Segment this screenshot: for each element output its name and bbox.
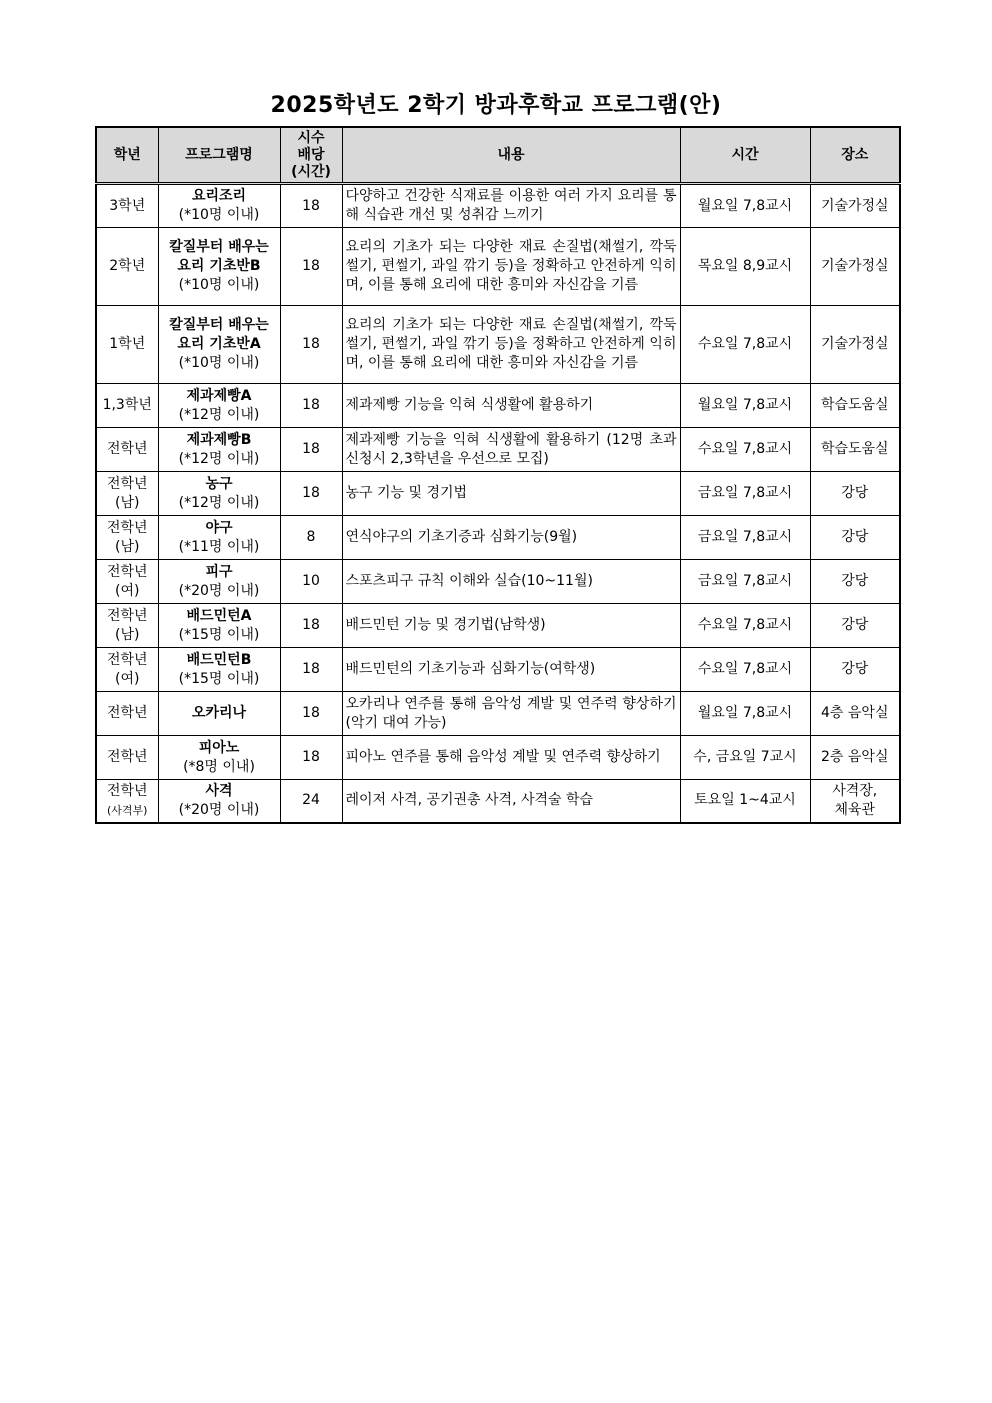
place-label: 2층 음악실	[821, 749, 889, 765]
program-name: 배드민턴B	[186, 651, 252, 668]
cell-hours: 18	[280, 306, 342, 384]
program-limit: (*20명 이내)	[178, 801, 260, 818]
header-place: 장소	[810, 127, 900, 184]
cell-time: 월요일 7,8교시	[680, 184, 810, 228]
header-program: 프로그램명	[158, 127, 280, 184]
cell-content: 연식야구의 기초기증과 심화기능(9월)	[342, 516, 680, 560]
program-limit: (*12명 이내)	[178, 494, 260, 511]
cell-time: 수요일 7,8교시	[680, 428, 810, 472]
program-limit: (*15명 이내)	[178, 670, 260, 687]
cell-content: 농구 기능 및 경기법	[342, 472, 680, 516]
cell-hours: 18	[280, 184, 342, 228]
grade-sub-label: (사격부)	[107, 803, 148, 817]
cell-place	[810, 306, 900, 384]
cell-grade	[96, 384, 158, 428]
cell-grade	[96, 472, 158, 516]
cell-content: 배드민턴 기능 및 경기법(남학생)	[342, 604, 680, 648]
place-label: 강당	[841, 529, 869, 545]
grade-sub-label: (여)	[115, 670, 140, 687]
place-label-2: 체육관	[834, 801, 876, 818]
program-name: 야구	[205, 519, 233, 536]
cell-place	[810, 428, 900, 472]
cell-place	[810, 648, 900, 692]
cell-place	[810, 228, 900, 306]
program-limit: (*15명 이내)	[178, 626, 260, 643]
cell-program	[158, 428, 280, 472]
grade-label: 3학년	[109, 197, 146, 214]
cell-place	[810, 560, 900, 604]
grade-label: 1,3학년	[102, 397, 152, 413]
place-label: 강당	[841, 485, 869, 501]
cell-time: 수요일 7,8교시	[680, 306, 810, 384]
table-row	[96, 228, 900, 306]
grade-label: 전학년	[106, 563, 148, 580]
cell-content: 레이저 사격, 공기권총 사격, 사격술 학습	[342, 780, 680, 823]
cell-grade	[96, 648, 158, 692]
cell-hours: 18	[280, 692, 342, 736]
header-hours	[280, 127, 342, 184]
cell-time: 수요일 7,8교시	[680, 604, 810, 648]
cell-place	[810, 692, 900, 736]
cell-grade	[96, 306, 158, 384]
table-row	[96, 648, 900, 692]
table-row	[96, 184, 900, 228]
place-label: 기술가정실	[820, 197, 889, 214]
header-hours-line2: 배당	[297, 146, 325, 163]
cell-place	[810, 472, 900, 516]
document-title: 2025학년도 2학기 방과후학교 프로그램(안)	[270, 93, 722, 118]
cell-hours: 18	[280, 472, 342, 516]
table-row	[96, 516, 900, 560]
grade-label: 전학년	[106, 475, 148, 492]
header-hours-line3: (시간)	[291, 163, 331, 180]
table-row	[96, 472, 900, 516]
cell-place	[810, 780, 900, 823]
cell-content: 피아노 연주를 통해 음악성 계발 및 연주력 향상하기	[342, 736, 680, 780]
table-row	[96, 780, 900, 823]
cell-place	[810, 516, 900, 560]
header-hours-line1: 시수	[297, 129, 325, 146]
place-label: 기술가정실	[820, 336, 889, 352]
grade-label: 전학년	[106, 782, 148, 799]
program-limit: (*12명 이내)	[178, 406, 260, 423]
cell-content: 스포츠피구 규칙 이해와 실습(10~11월)	[342, 560, 680, 604]
program-name: 농구	[205, 475, 233, 492]
program-limit: (*10명 이내)	[178, 355, 260, 371]
cell-program	[158, 604, 280, 648]
program-name: 제과제빵A	[186, 387, 252, 404]
cell-time: 수요일 7,8교시	[680, 648, 810, 692]
cell-grade	[96, 184, 158, 228]
program-limit: (*10명 이내)	[178, 207, 260, 223]
header-grade: 학년	[96, 127, 158, 184]
grade-sub-label: (남)	[115, 538, 140, 555]
place-label: 강당	[841, 661, 869, 677]
table-row	[96, 560, 900, 604]
place-label: 사격장,	[832, 782, 878, 799]
program-name: 사격	[205, 782, 233, 799]
header-time: 시간	[680, 127, 810, 184]
cell-place	[810, 384, 900, 428]
cell-program	[158, 560, 280, 604]
cell-content: 제과제빵 기능을 익혀 식생활에 활용하기	[342, 384, 680, 428]
program-name: 칼질부터 배우는 요리 기초반A	[169, 317, 269, 352]
place-label: 강당	[841, 573, 869, 589]
table-row	[96, 736, 900, 780]
place-label: 학습도움실	[820, 397, 889, 413]
cell-grade	[96, 692, 158, 736]
table-row	[96, 306, 900, 384]
cell-program	[158, 736, 280, 780]
cell-grade	[96, 780, 158, 823]
grade-label: 1학년	[109, 336, 146, 352]
header-content: 내용	[342, 127, 680, 184]
table-row	[96, 604, 900, 648]
table-row	[96, 428, 900, 472]
cell-hours: 10	[280, 560, 342, 604]
grade-sub-label: (남)	[115, 494, 140, 511]
cell-hours: 18	[280, 604, 342, 648]
cell-content: 다양하고 건강한 식재료를 이용한 여러 가지 요리를 통해 식습관 개선 및 성취감 느끼기	[342, 184, 680, 228]
grade-sub-label: (남)	[115, 626, 140, 643]
program-name: 피아노	[198, 739, 240, 756]
cell-program	[158, 780, 280, 823]
program-limit: (*10명 이내)	[178, 277, 260, 293]
cell-grade	[96, 428, 158, 472]
cell-hours: 18	[280, 648, 342, 692]
program-name: 배드민턴A	[186, 607, 252, 624]
cell-program	[158, 184, 280, 228]
cell-program	[158, 384, 280, 428]
grade-sub-label: (여)	[115, 582, 140, 599]
program-name: 피구	[205, 563, 233, 580]
program-name: 요리조리	[191, 188, 247, 204]
cell-hours: 24	[280, 780, 342, 823]
cell-time: 금요일 7,8교시	[680, 516, 810, 560]
cell-program	[158, 306, 280, 384]
grade-label: 2학년	[109, 258, 146, 274]
cell-time: 토요일 1~4교시	[680, 780, 810, 823]
program-limit: (*11명 이내)	[178, 538, 260, 555]
place-label: 4층 음악실	[821, 705, 889, 721]
cell-hours: 18	[280, 384, 342, 428]
cell-place	[810, 604, 900, 648]
cell-content: 제과제빵 기능을 익혀 식생활에 활용하기 (12명 초과 신청시 2,3학년을 우선으로 모집)	[342, 428, 680, 472]
program-name: 오카리나	[191, 705, 247, 721]
program-table	[95, 126, 901, 824]
program-limit: (*12명 이내)	[178, 450, 260, 467]
cell-grade	[96, 560, 158, 604]
cell-content: 배드민턴의 기초기능과 심화기능(여학생)	[342, 648, 680, 692]
grade-label: 전학년	[106, 441, 148, 457]
grade-label: 전학년	[106, 519, 148, 536]
grade-label: 전학년	[106, 705, 148, 721]
cell-time: 월요일 7,8교시	[680, 692, 810, 736]
cell-time: 월요일 7,8교시	[680, 384, 810, 428]
cell-time: 수, 금요일 7교시	[680, 736, 810, 780]
program-limit: (*20명 이내)	[178, 582, 260, 599]
program-limit: (*8명 이내)	[183, 758, 255, 775]
cell-grade	[96, 736, 158, 780]
cell-program	[158, 228, 280, 306]
cell-program	[158, 692, 280, 736]
grade-label: 전학년	[106, 749, 148, 765]
grade-label: 전학년	[106, 651, 148, 668]
cell-content: 오카리나 연주를 통해 음악성 계발 및 연주력 향상하기(악기 대여 가능)	[342, 692, 680, 736]
cell-program	[158, 516, 280, 560]
cell-hours: 8	[280, 516, 342, 560]
cell-program	[158, 472, 280, 516]
cell-hours: 18	[280, 736, 342, 780]
table-header-row	[96, 127, 900, 184]
cell-hours: 18	[280, 228, 342, 306]
place-label: 학습도움실	[820, 441, 889, 457]
program-name: 칼질부터 배우는 요리 기초반B	[169, 239, 269, 274]
cell-place	[810, 184, 900, 228]
cell-time: 금요일 7,8교시	[680, 560, 810, 604]
cell-content: 요리의 기초가 되는 다양한 재료 손질법(채썰기, 깍둑썰기, 편썰기, 과일 깎기 등)을 정확하고 안전하게 익히며, 이를 통해 요리에 대한 흥미와 자신감을 기름	[342, 306, 680, 384]
cell-grade	[96, 228, 158, 306]
cell-grade	[96, 604, 158, 648]
grade-label: 전학년	[106, 607, 148, 624]
table-row	[96, 384, 900, 428]
cell-program	[158, 648, 280, 692]
program-name: 제과제빵B	[186, 431, 252, 448]
table-row	[96, 692, 900, 736]
cell-grade	[96, 516, 158, 560]
cell-place	[810, 736, 900, 780]
place-label: 기술가정실	[820, 258, 889, 274]
cell-time: 금요일 7,8교시	[680, 472, 810, 516]
cell-content: 요리의 기초가 되는 다양한 재료 손질법(채썰기, 깍둑썰기, 편썰기, 과일 깎기 등)을 정확하고 안전하게 익히며, 이를 통해 요리에 대한 흥미와 자신감을 기름	[342, 228, 680, 306]
cell-hours: 18	[280, 428, 342, 472]
place-label: 강당	[841, 617, 869, 633]
cell-time: 목요일 8,9교시	[680, 228, 810, 306]
